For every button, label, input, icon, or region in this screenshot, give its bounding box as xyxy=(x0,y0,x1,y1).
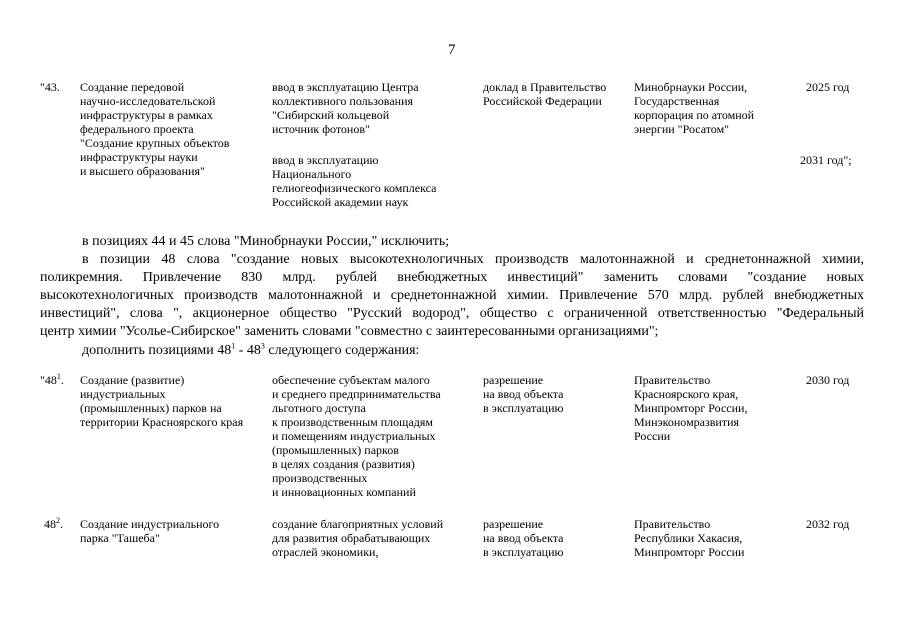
row-43-number: "43. xyxy=(40,80,60,94)
row-48-2-control: разрешение на ввод объекта в эксплуатацию xyxy=(483,517,564,559)
row-43-date-2: 2031 год"; xyxy=(800,153,852,167)
row-43-result-1: ввод в эксплуатацию Центра коллективного пользования "Сибирский кольцевой источник фотонов" xyxy=(272,80,419,136)
paragraph-position-48-line-3: высокотехнологичных производств малотоннажной и среднетоннажной химии. Привлечение 570 млрд. рублей внебюджетных xyxy=(40,288,864,303)
row-48-1-name: Создание (развитие) индустриальных (промышленных) парков на территории Красноярского края xyxy=(80,373,244,429)
paragraph-position-48-line-5: центр химии "Усолье-Сибирское" заменить словами "совместно с заинтересованными организациями"; xyxy=(40,324,659,339)
paragraph-position-48-line-4: инвестиций", слова ", акционерное общество "Русский водород", общество с ограниченной ответственностью "Федеральный xyxy=(40,306,864,321)
row-43-name: Создание передовой научно-исследовательской инфраструктуры в рамках федерального проекта "Создание крупных объектов инфраструктуры науки и высшего образования" xyxy=(80,80,230,178)
row-43-date-1: 2025 год xyxy=(806,80,850,94)
row-48-2-name: Создание индустриального парка "Ташеба" xyxy=(80,517,220,545)
row-43-responsible: Минобрнауки России, Государственная корпорация по атомной энергии "Росатом" xyxy=(634,80,755,136)
paragraph-position-48-line-1: в позиции 48 слова "создание новых высокотехнологичных производств малотоннажной и среднетоннажной химии, xyxy=(82,252,864,267)
row-48-1-date: 2030 год xyxy=(806,373,850,387)
row-43-control: доклад в Правительство Российской Федерации xyxy=(483,80,607,108)
row-48-2-responsible: Правительство Республики Хакасия, Минпромторг России xyxy=(634,517,745,559)
row-48-2-date: 2032 год xyxy=(806,517,850,531)
row-48-2-result: создание благоприятных условий для развития обрабатывающих отраслей экономики, xyxy=(272,517,444,559)
paragraph-position-48-line-2: поликремния. Привлечение 830 млрд. рублей внебюджетных инвестиций" заменить словами "создание новых xyxy=(40,270,864,285)
row-48-1-control: разрешение на ввод объекта в эксплуатацию xyxy=(483,373,564,415)
page-number: 7 xyxy=(448,42,456,58)
row-48-1-result: обеспечение субъектам малого и среднего предпринимательства льготного доступа к производственным площадям и помещениям индустриальных (промышленных) парков в целях создания (развития) производственных и инновационных компаний xyxy=(272,373,441,499)
row-43-result-2: ввод в эксплуатацию Национального гелиогеофизического комплекса Российской академии наук xyxy=(272,153,437,209)
paragraph-positions-44-45: в позициях 44 и 45 слова "Минобрнауки России," исключить; xyxy=(82,234,450,249)
row-48-1-responsible: Правительство Красноярского края, Минпромторг России, Минэкономразвития России xyxy=(634,373,748,443)
row-48-2-number: $48^2$. xyxy=(44,516,63,531)
row-48-1-number: "$48^1$. xyxy=(40,372,64,387)
paragraph-add-positions: дополнить позициями $48^1 - 48^3$ следующего содержания: xyxy=(82,341,420,358)
